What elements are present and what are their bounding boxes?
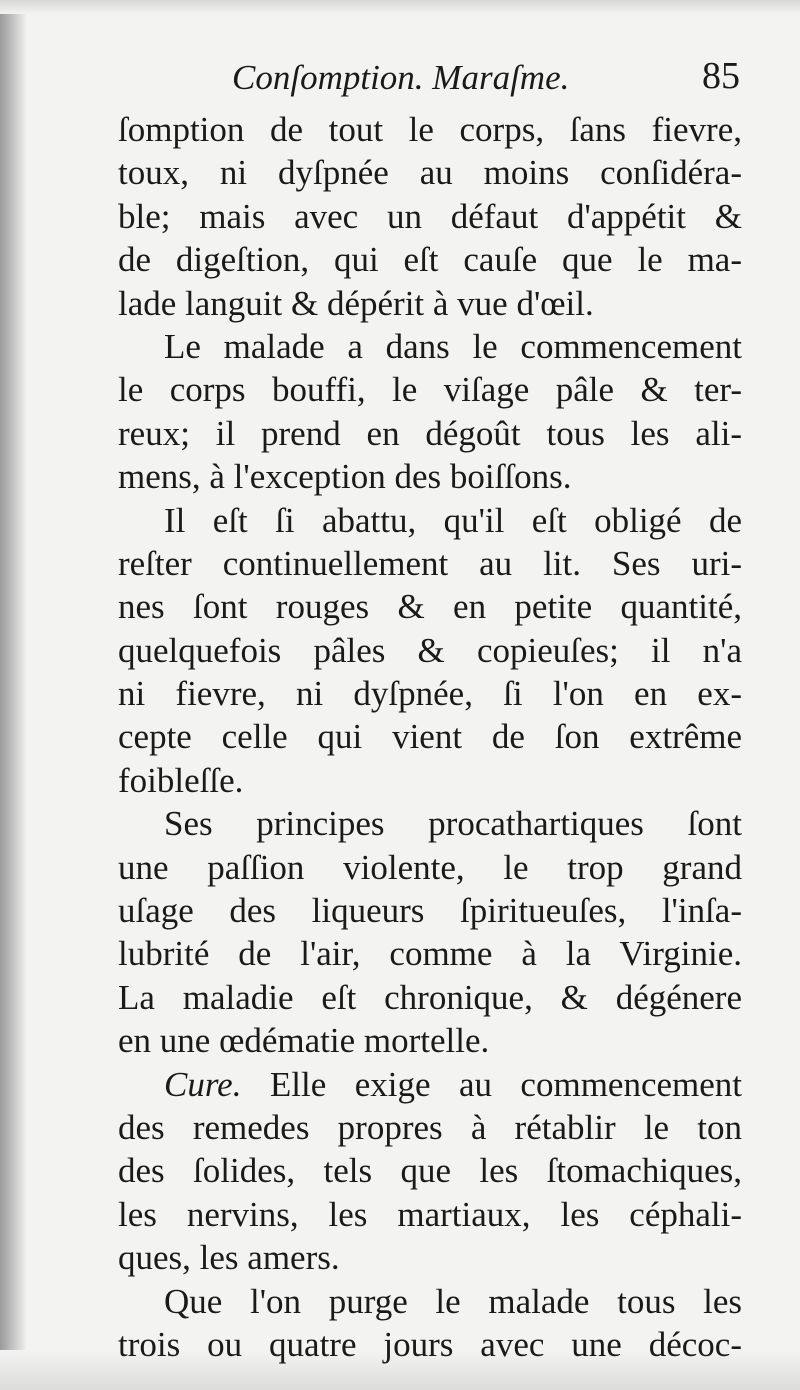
text-line-15: cepte celle qui vient de ſon extrême <box>118 717 742 757</box>
page-gutter-shadow <box>0 0 26 1390</box>
text-line-24: des remedes propres à rétablir le ton <box>118 1107 742 1147</box>
text-line-27: ques, les amers. <box>118 1238 340 1278</box>
cure-label: Cure. <box>164 1064 242 1104</box>
text-line-7: le corps bouffi, le viſage pâle & ter- <box>118 370 742 410</box>
text-line-23 <box>118 1063 742 1106</box>
text-line-13: quelquefois pâles & copieuſes; il n'a <box>118 630 742 670</box>
text-line-3: ble; mais avec un défaut d'appétit & <box>118 196 742 236</box>
body-text <box>118 108 742 1366</box>
running-head: Conſomption. Maraſme. <box>232 58 570 97</box>
page-top-shadow <box>0 0 800 14</box>
text-line-4: de digeſtion, qui eſt cauſe que le ma- <box>118 240 742 280</box>
page-header <box>120 52 740 104</box>
page-number: 85 <box>702 55 740 97</box>
text-line-5: lade languit & dépérit à vue d'œil. <box>118 283 594 323</box>
text-line-6: Le malade a dans le commencement <box>164 326 742 366</box>
cure-text: Elle exige au commencement <box>269 1064 742 1104</box>
text-line-26: les nervins, les martiaux, les céphali- <box>118 1194 742 1234</box>
text-line-22: en une œdématie mortelle. <box>118 1021 490 1061</box>
text-line-20: lubrité de l'air, comme à la Virginie. <box>118 934 742 974</box>
text-line-12: nes ſont rouges & en petite quantité, <box>118 587 742 627</box>
text-line-11: reſter continuellement au lit. Ses uri- <box>118 543 742 583</box>
text-line-18: une paſſion violente, le trop grand <box>118 847 742 887</box>
text-line-9: mens, à l'exception des boiſſons. <box>118 457 572 497</box>
text-line-28: Que l'on purge le malade tous les <box>164 1281 742 1321</box>
text-line-19: uſage des liqueurs ſpiritueuſes, l'inſa- <box>118 891 742 931</box>
text-line-10: Il eſt ſi abattu, qu'il eſt obligé de <box>164 500 742 540</box>
text-line-16: foibleſſe. <box>118 760 244 800</box>
text-line-1: ſomption de tout le corps, ſans fievre, <box>118 110 742 149</box>
text-line-21: La maladie eſt chronique, & dégénere <box>118 977 742 1017</box>
text-line-25: des ſolides, tels que les ſtomachiques, <box>118 1151 742 1191</box>
text-line-14: ni fievre, ni dyſpnée, ſi l'on en ex- <box>118 674 742 714</box>
text-line-17: Ses principes procathartiques ſont <box>164 804 742 844</box>
text-line-8: reux; il prend en dégoût tous les ali- <box>118 413 742 453</box>
text-line-29: trois ou quatre jours avec une décoc- <box>118 1324 742 1364</box>
text-line-2: toux, ni dyſpnée au moins conſidéra- <box>118 153 742 193</box>
